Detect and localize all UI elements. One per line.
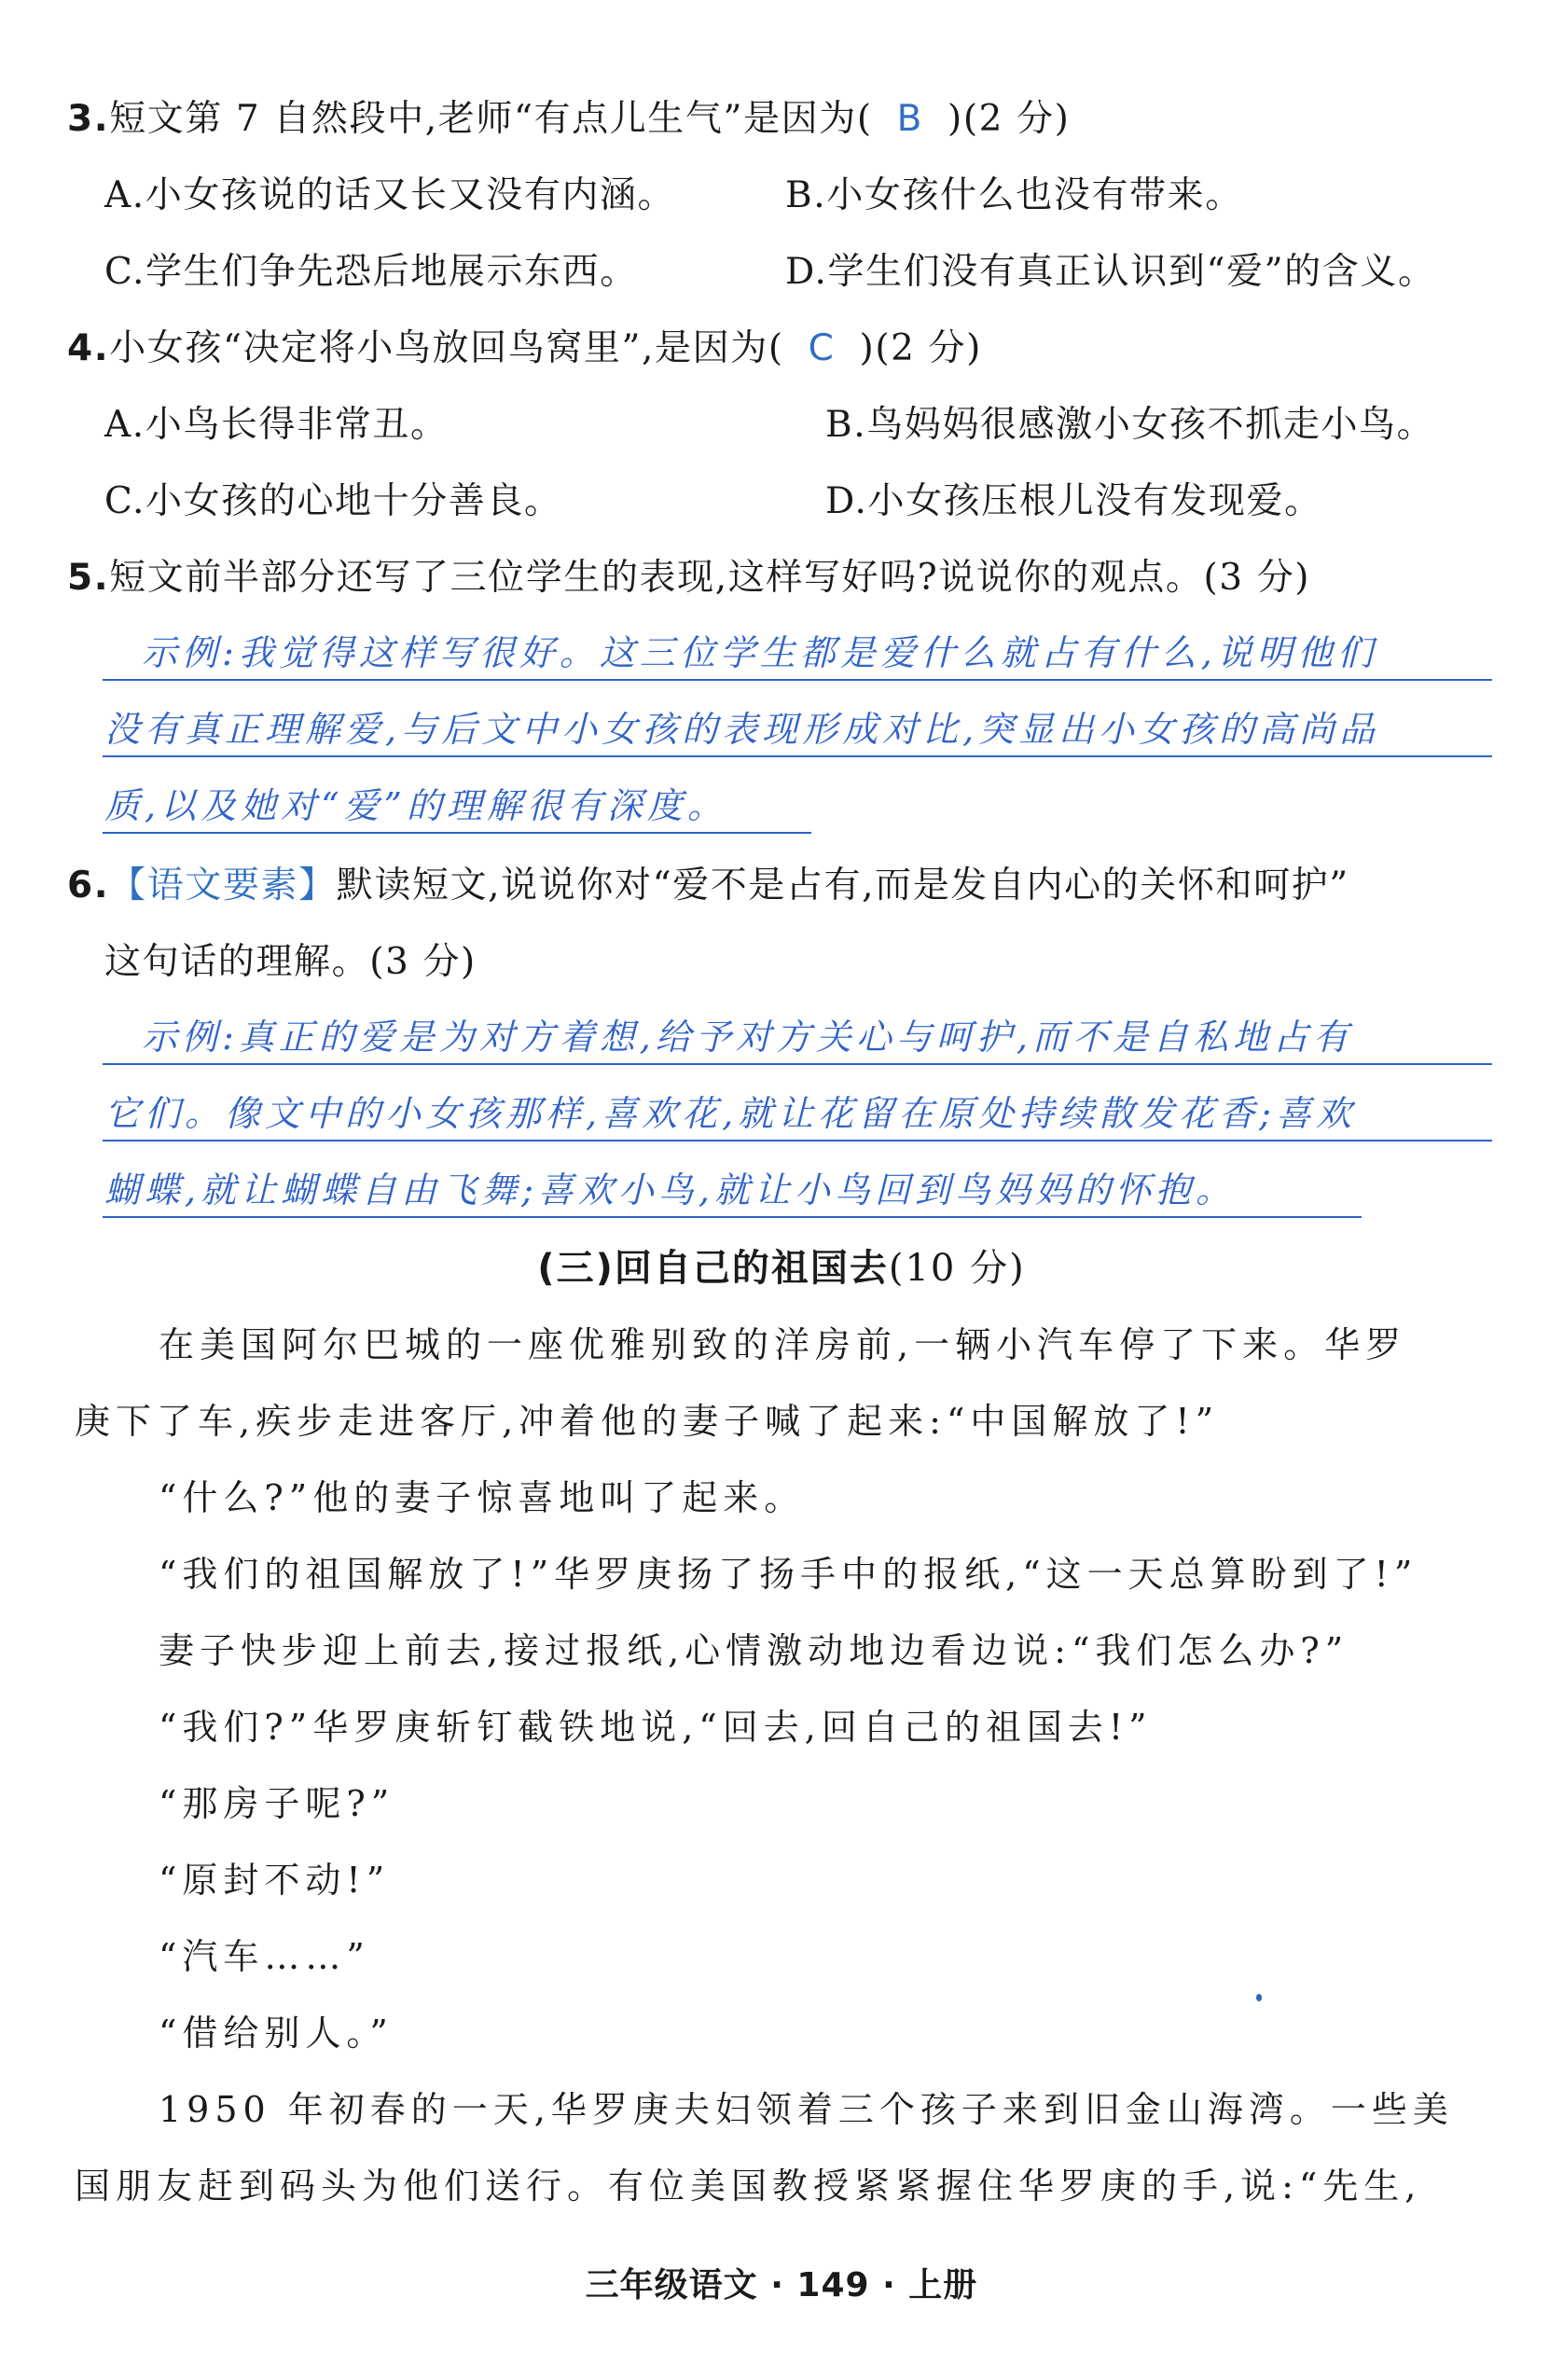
handwritten-answer-line: 示例:我觉得这样写很好。这三位学生都是爱什么就占有什么,说明他们 bbox=[142, 632, 1377, 673]
section-heading: (三)回自己的祖国去 bbox=[537, 1247, 889, 1290]
passage-line: 妻子快步迎上前去,接过报纸,心情激动地边看边说:“我们怎么办?” bbox=[159, 1630, 1349, 1671]
question-number: 3. bbox=[67, 98, 110, 140]
question-score: )(2 分) bbox=[947, 98, 1071, 140]
passage-line: “那房子呢?” bbox=[159, 1783, 395, 1824]
passage-line: “我们?”华罗庚斩钉截铁地说,“回去,回自己的祖国去!” bbox=[159, 1707, 1153, 1748]
handwritten-answer-line: 蝴蝶,就让蝴蝶自由飞舞;喜欢小鸟,就让小鸟回到鸟妈妈的怀抱。 bbox=[104, 1169, 1236, 1211]
option-b: B.鸟妈妈很感激小女孩不抓走小鸟。 bbox=[825, 404, 1435, 446]
section-title bbox=[0, 1242, 1563, 1294]
option-a: A.小女孩说的话又长又没有内涵。 bbox=[104, 174, 676, 216]
passage-line: 在美国阿尔巴城的一座优雅别致的洋房前,一辆小汽车停了下来。华罗 bbox=[159, 1324, 1407, 1365]
option-c: C.小女孩的心地十分善良。 bbox=[104, 480, 562, 522]
question-score: )(2 分) bbox=[859, 327, 982, 369]
handwritten-answer-line: 质,以及她对“爱”的理解很有深度。 bbox=[104, 785, 727, 826]
passage-line: “原封不动!” bbox=[159, 1860, 391, 1901]
passage-line: 1950 年初春的一天,华罗庚夫妇领着三个孩子来到旧金山海湾。一些美 bbox=[159, 2089, 1454, 2130]
handwritten-answer-line: 没有真正理解爱,与后文中小女孩的表现形成对比,突显出小女孩的高尚品 bbox=[104, 709, 1380, 750]
passage-line: “汽车……” bbox=[159, 1936, 370, 1977]
question-text: 默读短文,说说你对“爱不是占有,而是发自内心的关怀和呵护” bbox=[336, 865, 1349, 906]
option-d: D.学生们没有真正认识到“爱”的含义。 bbox=[785, 251, 1436, 293]
option-row bbox=[104, 170, 1563, 222]
option-row bbox=[104, 476, 1563, 528]
passage-line: “借给别人。” bbox=[159, 2013, 394, 2054]
option-c: C.学生们争先恐后地展示东西。 bbox=[104, 251, 638, 293]
question-text: 短文第 7 自然段中,老师“有点儿生气”是因为( bbox=[109, 98, 873, 140]
handwritten-answer-line: 示例:真正的爱是为对方着想,给予对方关心与呵护,而不是自私地占有 bbox=[142, 1017, 1353, 1058]
question-6-continued bbox=[104, 936, 1563, 989]
question-5 bbox=[67, 552, 1563, 604]
option-a: A.小鸟长得非常丑。 bbox=[104, 404, 449, 446]
question-number: 6. bbox=[67, 865, 110, 906]
passage-line: 国朋友赶到码头为他们送行。有位美国教授紧紧握住华罗庚的手,说:“先生, bbox=[75, 2166, 1422, 2207]
question-number: 5. bbox=[67, 557, 110, 599]
answer-underline bbox=[103, 1216, 1362, 1218]
section-points: (10 分) bbox=[888, 1247, 1026, 1290]
option-d: D.小女孩压根儿没有发现爱。 bbox=[825, 480, 1322, 522]
ink-dot bbox=[1256, 1994, 1262, 2001]
answer-underline bbox=[103, 1063, 1492, 1065]
passage-line: “什么?”他的妻子惊喜地叫了起来。 bbox=[159, 1477, 806, 1518]
answer-underline bbox=[103, 679, 1492, 681]
handwritten-answer-line: 它们。像文中的小女孩那样,喜欢花,就让花留在原处持续散发花香;喜欢 bbox=[104, 1093, 1356, 1134]
answer-choice: C bbox=[808, 327, 836, 369]
answer-underline bbox=[103, 832, 811, 834]
passage-line: “我们的祖国解放了!”华罗庚扬了扬手中的报纸,“这一天总算盼到了!” bbox=[159, 1554, 1418, 1595]
question-text: 短文前半部分还写了三位学生的表现,这样写好吗?说说你的观点。(3 分) bbox=[109, 557, 1311, 599]
answer-underline bbox=[103, 1140, 1492, 1142]
option-b: B.小女孩什么也没有带来。 bbox=[785, 174, 1243, 216]
option-row bbox=[104, 246, 1563, 298]
question-4 bbox=[67, 323, 1563, 375]
page-footer: 三年级语文 · 149 · 上册 bbox=[585, 2266, 978, 2304]
question-number: 4. bbox=[67, 327, 110, 369]
question-text: 这句话的理解。(3 分) bbox=[104, 941, 477, 983]
question-text: 小女孩“决定将小鸟放回鸟窝里”,是因为( bbox=[109, 327, 784, 369]
answer-underline bbox=[103, 755, 1492, 757]
option-row bbox=[104, 399, 1563, 451]
question-3 bbox=[67, 93, 1563, 145]
category-tag: 【语文要素】 bbox=[109, 865, 337, 906]
answer-choice: B bbox=[896, 98, 924, 140]
passage-line: 庚下了车,疾步走进客厅,冲着他的妻子喊了起来:“中国解放了!” bbox=[75, 1401, 1220, 1442]
question-6 bbox=[67, 860, 1563, 912]
